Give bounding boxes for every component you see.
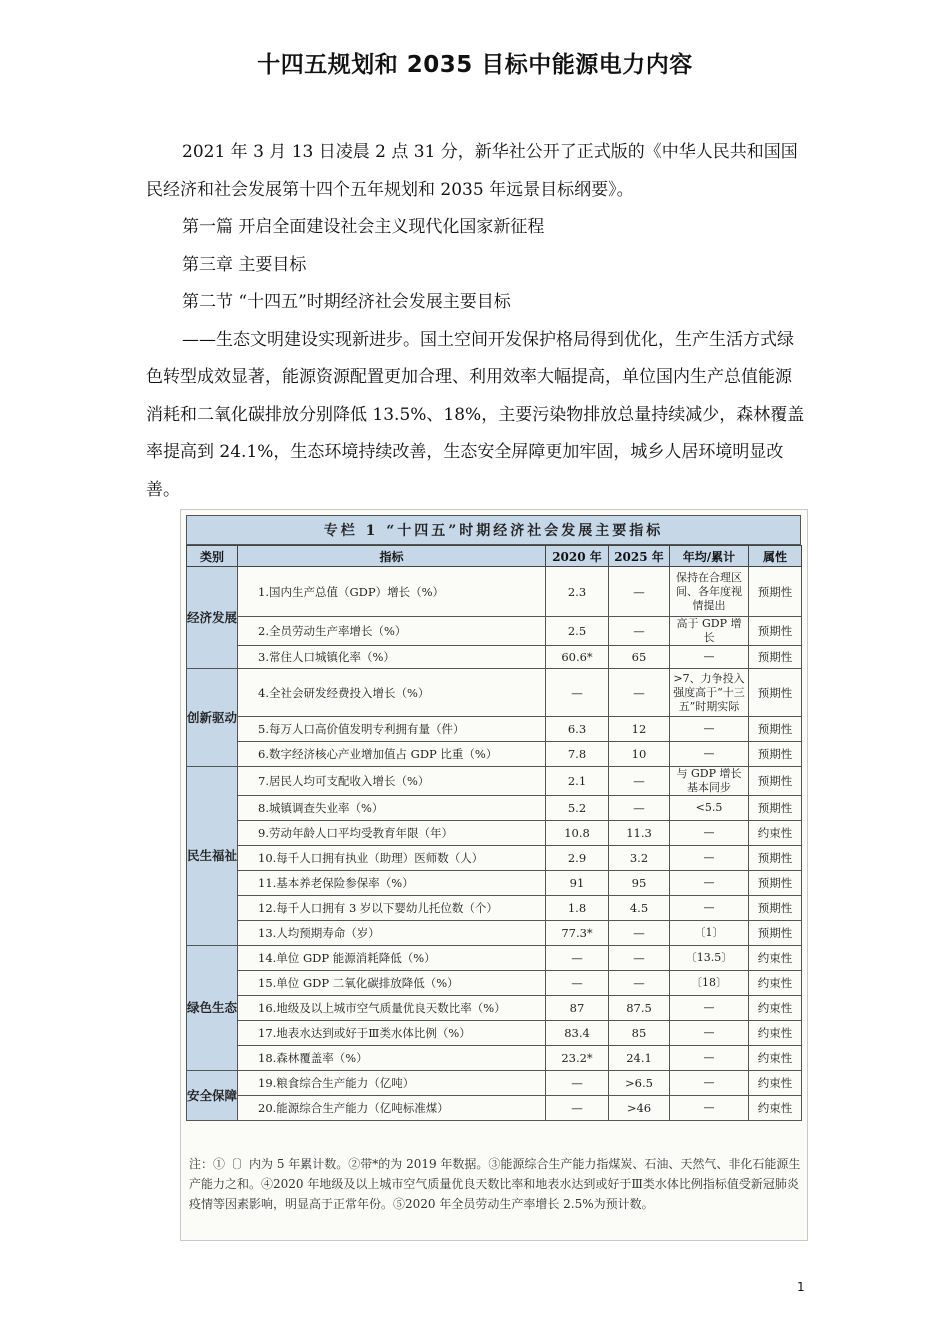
value-2020-cell: — [546,946,609,971]
indicator-cell: 16.地级及以上城市空气质量优良天数比率（%） [238,996,546,1021]
table-row [187,996,802,1021]
attribute-cell: 约束性 [749,1021,802,1046]
indicator-cell: 13.人均预期寿命（岁） [238,921,546,946]
avg-cell: — [670,646,749,669]
attribute-cell: 预期性 [749,871,802,896]
indicator-cell: 8.城镇调查失业率（%） [238,796,546,821]
avg-cell: — [670,1046,749,1071]
table-row [187,821,802,846]
value-2025-cell: 11.3 [609,821,670,846]
value-2025-cell: 65 [609,646,670,669]
value-2025-cell: 95 [609,871,670,896]
table-row [187,796,802,821]
table-row [187,742,802,767]
document-title: 十四五规划和 2035 目标中能源电力内容 [257,52,693,78]
attribute-cell: 预期性 [749,767,802,796]
indicator-cell: 7.居民人均可支配收入增长（%） [238,767,546,796]
table-row [187,1021,802,1046]
avg-cell: — [670,996,749,1021]
page-number: 1 [797,1280,805,1294]
attribute-cell: 预期性 [749,617,802,646]
indicator-table-image [180,509,808,1241]
chapter-heading: 第三章 主要目标 [182,254,307,275]
attribute-cell: 约束性 [749,1096,802,1121]
indicator-cell: 6.数字经济核心产业增加值占 GDP 比重（%） [238,742,546,767]
value-2025-cell: — [609,946,670,971]
attribute-cell: 预期性 [749,646,802,669]
avg-cell: 〔13.5〕 [670,946,749,971]
value-2025-cell: — [609,971,670,996]
indicator-cell: 18.森林覆盖率（%） [238,1046,546,1071]
category-cell: 安全保障 [187,1071,238,1121]
header-indicator: 指标 [238,546,546,567]
indicator-cell: 12.每千人口拥有 3 岁以下婴幼儿托位数（个） [238,896,546,921]
indicator-cell: 14.单位 GDP 能源消耗降低（%） [238,946,546,971]
table-row [187,871,802,896]
value-2025-cell: — [609,669,670,717]
indicator-cell: 11.基本养老保险参保率（%） [238,871,546,896]
table-row [187,846,802,871]
avg-cell: — [670,871,749,896]
avg-cell: — [670,742,749,767]
value-2025-cell: — [609,567,670,617]
attribute-cell: 预期性 [749,846,802,871]
value-2020-cell: — [546,669,609,717]
header-attr: 属性 [749,546,802,567]
value-2020-cell: 91 [546,871,609,896]
table-row [187,717,802,742]
table-row [187,896,802,921]
indicator-cell: 3.常住人口城镇化率（%） [238,646,546,669]
avg-cell: — [670,1071,749,1096]
table-title: 专栏 1 “十四五”时期经济社会发展主要指标 [186,515,801,545]
value-2020-cell: 7.8 [546,742,609,767]
value-2025-cell: — [609,617,670,646]
indicator-cell: 19.粮食综合生产能力（亿吨） [238,1071,546,1096]
attribute-cell: 约束性 [749,1046,802,1071]
header-category: 类别 [187,546,238,567]
table-row [187,946,802,971]
table-row [187,767,802,796]
indicator-cell: 17.地表水达到或好于Ⅲ类水体比例（%） [238,1021,546,1046]
attribute-cell: 预期性 [749,921,802,946]
value-2020-cell: 87 [546,996,609,1021]
category-cell: 绿色生态 [187,946,238,1071]
value-2020-cell: 10.8 [546,821,609,846]
table-row [187,971,802,996]
attribute-cell: 预期性 [749,742,802,767]
value-2020-cell: 5.2 [546,796,609,821]
attribute-cell: 预期性 [749,567,802,617]
indicator-cell: 15.单位 GDP 二氧化碳排放降低（%） [238,971,546,996]
avg-cell: >7、力争投入强度高于“十三五”时期实际 [670,669,749,717]
value-2025-cell: 3.2 [609,846,670,871]
avg-cell: — [670,821,749,846]
body-text [146,134,808,509]
value-2020-cell: 83.4 [546,1021,609,1046]
header-avg: 年均/累计 [670,546,749,567]
attribute-cell: 预期性 [749,896,802,921]
indicator-cell: 20.能源综合生产能力（亿吨标准煤） [238,1096,546,1121]
table-row [187,669,802,717]
value-2025-cell: — [609,767,670,796]
indicator-cell: 10.每千人口拥有执业（助理）医师数（人） [238,846,546,871]
avg-cell: — [670,1096,749,1121]
indicator-cell: 2.全员劳动生产率增长（%） [238,617,546,646]
ecology-paragraph: ——生态文明建设实现新进步。国土空间开发保护格局得到优化，生产生活方式绿色转型成效显著，能源资源配置更加合理、利用效率大幅提高，单位国内生产总值能源消耗和二氧化碳排放分别降低 13.5%、18%，主要污染物排放总量持续减少，森林覆盖率提高到 24.1%，生态环境持续改善，生态安全屏障更加牢固，城乡人居环境明显改善。 [146,329,805,500]
attribute-cell: 约束性 [749,946,802,971]
indicator-cell: 5.每万人口高价值发明专利拥有量（件） [238,717,546,742]
value-2020-cell: 2.3 [546,567,609,617]
category-cell: 民生福祉 [187,767,238,946]
section-heading: 第二节 “十四五”时期经济社会发展主要目标 [182,292,511,312]
value-2020-cell: — [546,1071,609,1096]
table-row [187,1096,802,1121]
attribute-cell: 约束性 [749,1071,802,1096]
attribute-cell: 预期性 [749,717,802,742]
value-2020-cell: 77.3* [546,921,609,946]
value-2020-cell: 6.3 [546,717,609,742]
avg-cell: <5.5 [670,796,749,821]
value-2020-cell: 2.9 [546,846,609,871]
value-2025-cell: — [609,796,670,821]
value-2020-cell: 23.2* [546,1046,609,1071]
avg-cell: 〔18〕 [670,971,749,996]
avg-cell: 与 GDP 增长基本同步 [670,767,749,796]
attribute-cell: 预期性 [749,796,802,821]
attribute-cell: 约束性 [749,821,802,846]
avg-cell: 〔1〕 [670,921,749,946]
avg-cell: — [670,896,749,921]
table-header-row [187,546,802,567]
table-row [187,921,802,946]
value-2020-cell: — [546,1096,609,1121]
table-row [187,1046,802,1071]
table-row [187,567,802,617]
value-2025-cell: 4.5 [609,896,670,921]
indicator-table [186,545,802,1121]
header-2020: 2020 年 [546,546,609,567]
value-2025-cell: 12 [609,717,670,742]
value-2020-cell: 1.8 [546,896,609,921]
value-2025-cell: 24.1 [609,1046,670,1071]
table-note: 注：①〔〕内为 5 年累计数。②带*的为 2019 年数据。③能源综合生产能力指煤炭、石油、天然气、非化石能源生产能力之和。④2020 年地级及以上城市空气质量优良天数比率和地表水达到或好于Ⅲ类水体比例指标值受新冠肺炎疫情等因素影响，明显高于正常年份。⑤2020 年全员劳动生产率增长 2.5%为预计数。 [189,1157,801,1211]
value-2020-cell: 2.5 [546,617,609,646]
value-2025-cell: 10 [609,742,670,767]
value-2025-cell: >6.5 [609,1071,670,1096]
value-2020-cell: — [546,971,609,996]
table-row [187,617,802,646]
avg-cell: — [670,1021,749,1046]
avg-cell: — [670,717,749,742]
table-row [187,1071,802,1096]
table-row [187,646,802,669]
indicator-cell: 4.全社会研发经费投入增长（%） [238,669,546,717]
category-cell: 创新驱动 [187,669,238,767]
attribute-cell: 约束性 [749,971,802,996]
avg-cell: 保持在合理区间、各年度视情提出 [670,567,749,617]
value-2020-cell: 2.1 [546,767,609,796]
attribute-cell: 预期性 [749,669,802,717]
value-2020-cell: 60.6* [546,646,609,669]
part-heading: 第一篇 开启全面建设社会主义现代化国家新征程 [182,217,545,237]
avg-cell: 高于 GDP 增长 [670,617,749,646]
indicator-cell: 1.国内生产总值（GDP）增长（%） [238,567,546,617]
value-2025-cell: 87.5 [609,996,670,1021]
header-2025: 2025 年 [609,546,670,567]
value-2025-cell: — [609,921,670,946]
value-2025-cell: 85 [609,1021,670,1046]
avg-cell: — [670,846,749,871]
value-2025-cell: >46 [609,1096,670,1121]
attribute-cell: 约束性 [749,996,802,1021]
intro-paragraph: 2021 年 3 月 13 日凌晨 2 点 31 分，新华社公开了正式版的《中华人民共和国国民经济和社会发展第十四个五年规划和 2035 年远景目标纲要》。 [146,142,798,200]
category-cell: 经济发展 [187,567,238,669]
indicator-cell: 9.劳动年龄人口平均受教育年限（年） [238,821,546,846]
